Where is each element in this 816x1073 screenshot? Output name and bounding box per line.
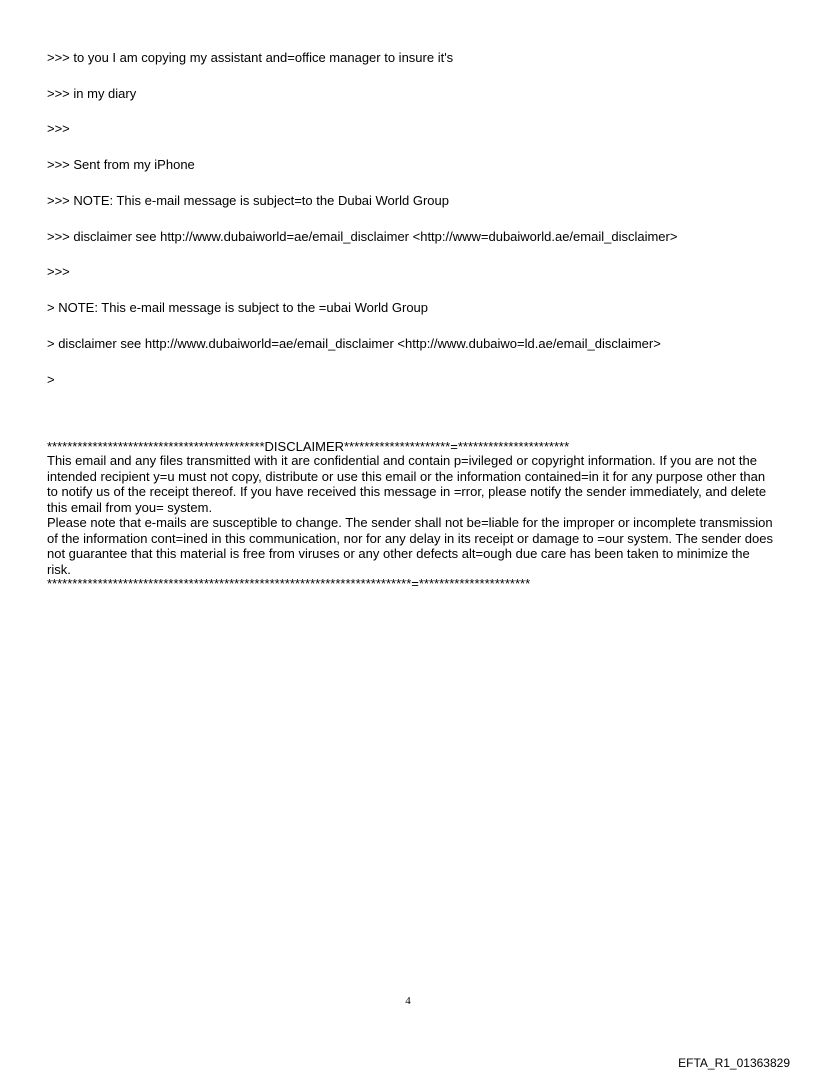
document-id: EFTA_R1_01363829 [678,1056,790,1070]
disclaimer-header-rule: *******************************************DISCLAIMER*********************=********************** [47,440,570,453]
quoted-line: >>> [47,264,70,279]
quoted-line: > NOTE: This e-mail message is subject to the =ubai World Group [47,300,429,315]
page-number: 4 [405,995,411,1007]
disclaimer-footer-rule: ************************************************************************=********************** [47,577,531,590]
quoted-line: >>> NOTE: This e-mail message is subject=to the Dubai World Group [47,193,449,208]
quoted-line: >>> to you I am copying my assistant and=office manager to insure it's [47,50,454,65]
disclaimer-paragraph: Please note that e-mails are susceptible to change. The sender shall not be=liable for the improper or incomplete transmission of the information cont=ined in this communication, nor for any delay in its receipt or damage to =our system. The sender does not guarantee that this material is free from viruses or any other defects alt=ough due care has been taken to minimize the risk. [47,515,773,577]
quoted-line: >>> in my diary [47,86,137,101]
disclaimer-block [47,440,775,590]
disclaimer-paragraph: This email and any files transmitted with it are confidential and contain p=ivileged or copyright information. If you are not the intended recipient y=u must not copy, distribute or use this email or the information contained=in it for any purpose other than to notify us of the receipt thereof. If you have received this message in =rror, please notify the sender immediately, and delete this email from you= system. [47,453,767,515]
quoted-line: > disclaimer see http://www.dubaiworld=ae/email_disclaimer <http://www.dubaiwo=ld.ae/email_disclaimer> [47,336,661,351]
quoted-line: >>> Sent from my iPhone [47,157,195,172]
quoted-line: > [47,372,55,387]
quoted-line: >>> [47,121,70,136]
quoted-line: >>> disclaimer see http://www.dubaiworld=ae/email_disclaimer <http://www=dubaiworld.ae/email_disclaimer> [47,229,678,244]
